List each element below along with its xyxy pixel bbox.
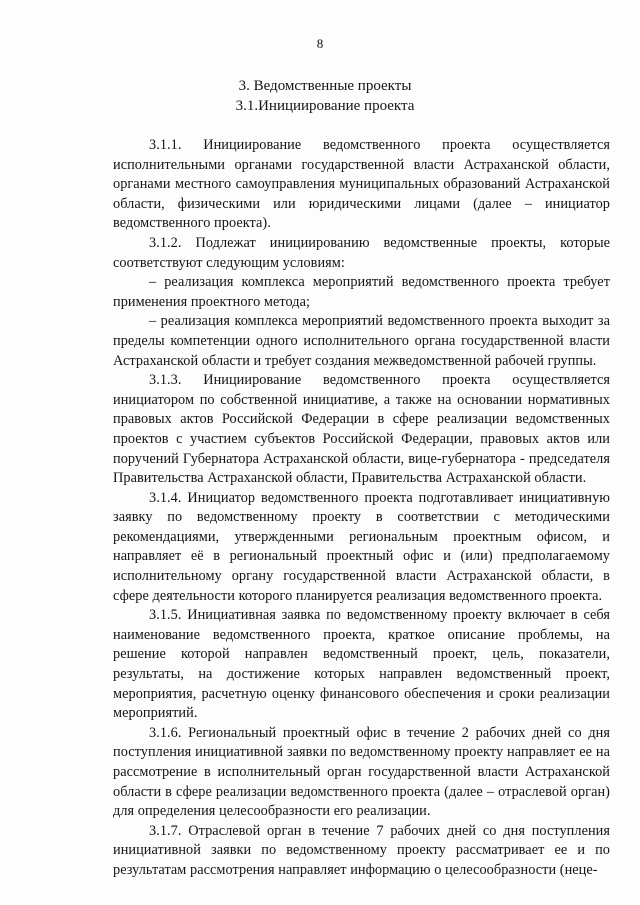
paragraph-3-1-7: 3.1.7. Отраслевой орган в течение 7 рабочих дней со дня поступления инициативной заявки по ведомственному проекту рассматривает ее и по результатам рассмотрения направляет информацию о целесообразности (неце-: [113, 822, 610, 878]
subsection-title: 3.1.Инициирование проекта: [235, 98, 415, 114]
page-number: 8: [316, 36, 324, 51]
paragraph-3-1-1: 3.1.1. Инициирование ведомственного проекта осуществляется исполнительными органами государственной власти Астраханской области, органами местного самоуправления муниципальных образований Астраханской области, физическими или юридическими лицами (далее – инициатор ведомственного проекта).: [113, 137, 610, 232]
paragraph-3-1-4: 3.1.4. Инициатор ведомственного проекта подготавливает инициативную заявку по ведомственному проекту в соответствии с методическими рекомендациями, утвержденными региональным проектным офисом, и направляет её в региональный проектный офис и (или) предполагаемому исполнительному органу государственной власти Астраханской области, в сфере деятельности которого планируется реализация ведомственного проекта.: [113, 489, 610, 604]
paragraph-3-1-2: 3.1.2. Подлежат инициированию ведомственные проекты, которые соответствуют следующим условиям:: [113, 234, 610, 271]
list-item-condition-2: – реализация комплекса мероприятий ведомственного проекта выходит за пределы компетенции одного исполнительного органа государственной власти Астраханской области и требует создания межведомственной рабочей группы.: [113, 313, 610, 369]
document-body: [113, 136, 610, 881]
paragraph-3-1-3: 3.1.3. Инициирование ведомственного проекта осуществляется инициатором по собственной инициативе, а также на основании нормативных правовых актов Российской Федерации в сфере реализации ведомственных проектов с участием субъектов Российской Федерации, правовых актов или поручений Губернатора Астраханской области, вице-губернатора - председателя Правительства Астраханской области, Правительства Астраханской области.: [113, 372, 610, 487]
list-item-condition-1: – реализация комплекса мероприятий ведомственного проекта требует применения проектного метода;: [113, 274, 610, 310]
paragraph-3-1-6: 3.1.6. Региональный проектный офис в течение 2 рабочих дней со дня поступления инициативной заявки по ведомственному проекту направляет ее на рассмотрение в исполнительный орган государственной власти Астраханской области в сфере реализации ведомственного проекта (далее – отраслевой орган) для определения целесообразности его реализации.: [113, 724, 610, 820]
paragraph-3-1-5: 3.1.5. Инициативная заявка по ведомственному проекту включает в себя наименование ведомственного проекта, краткое описание проблемы, на решение которой направлен ведомственный проект, цель, показатели, результаты, на достижение которых направлен ведомственный проект, мероприятия, расчетную оценку финансового обеспечения и сроки реализации мероприятий.: [113, 607, 610, 722]
section-title: 3. Ведомственные проекты: [238, 78, 412, 94]
